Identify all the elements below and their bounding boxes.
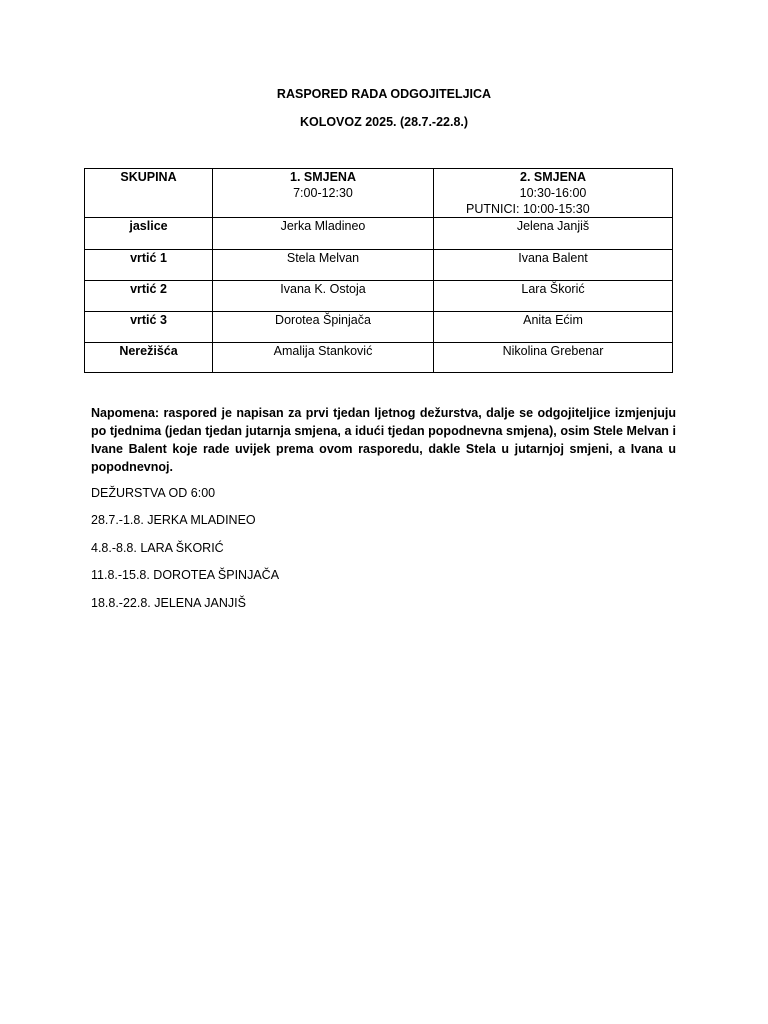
table-header-row [85,169,673,218]
row-shift1-cell: Amalija Stanković [213,343,434,373]
table-row [85,312,673,343]
row-shift1-cell: Jerka Mladineo [213,218,434,250]
header-group-label: SKUPINA [120,170,177,184]
schedule-note: Napomena: raspored je napisan za prvi tjedan ljetnog dežurstva, dalje se odgojiteljice izmjenjuju po tjednima (jedan tjedan jutarnja smjena, a idući tjedan popodnevna smjena), osim Stele Melvan i Ivane Balent koje rade uvijek prema ovom rasporedu, dakle Stela u jutarnjoj smjeni, a Ivana u popodnevnoj. [91,406,676,474]
row-shift1-cell: Dorotea Špinjača [213,312,434,343]
row-group-cell: jaslice [85,218,213,250]
row-group-cell: vrtić 3 [85,312,213,343]
table-row [85,343,673,373]
row-shift1-cell: Ivana K. Ostoja [213,281,434,312]
duty-title: DEŽURSTVA OD 6:00 [91,486,216,500]
table-row [85,250,673,281]
duty-item: 28.7.-1.8. JERKA MLADINEO [91,513,256,527]
header-shift1-name: 1. SMJENA [290,170,356,184]
table-row [85,281,673,312]
duty-item: 18.8.-22.8. JELENA JANJIŠ [91,596,246,610]
document-title: RASPORED RADA ODGOJITELJICA [276,87,492,101]
header-shift2-name: 2. SMJENA [520,170,586,184]
duty-item: 4.8.-8.8. LARA ŠKORIĆ [91,541,224,555]
header-shift1-time: 7:00-12:30 [293,186,353,200]
schedule-table [84,168,673,373]
header-group [85,169,213,218]
row-shift2-cell: Anita Ećim [434,312,673,343]
row-shift1-cell: Stela Melvan [213,250,434,281]
row-shift2-cell: Ivana Balent [434,250,673,281]
header-shift1 [213,169,434,218]
row-group-cell: vrtić 1 [85,250,213,281]
table-row [85,218,673,250]
header-shift2-time: 10:30-16:00 [519,186,587,200]
document-subtitle: KOLOVOZ 2025. (28.7.-22.8.) [299,115,469,129]
row-group-cell: vrtić 2 [85,281,213,312]
row-shift2-cell: Nikolina Grebenar [434,343,673,373]
row-group-cell: Nerežišća [85,343,213,373]
row-shift2-cell: Jelena Janjiš [434,218,673,250]
header-shift2 [434,169,673,218]
row-shift2-cell: Lara Škorić [434,281,673,312]
header-shift2-commuters: PUTNICI: 10:00-15:30 [466,202,590,216]
duty-item: 11.8.-15.8. DOROTEA ŠPINJAČA [91,568,280,582]
